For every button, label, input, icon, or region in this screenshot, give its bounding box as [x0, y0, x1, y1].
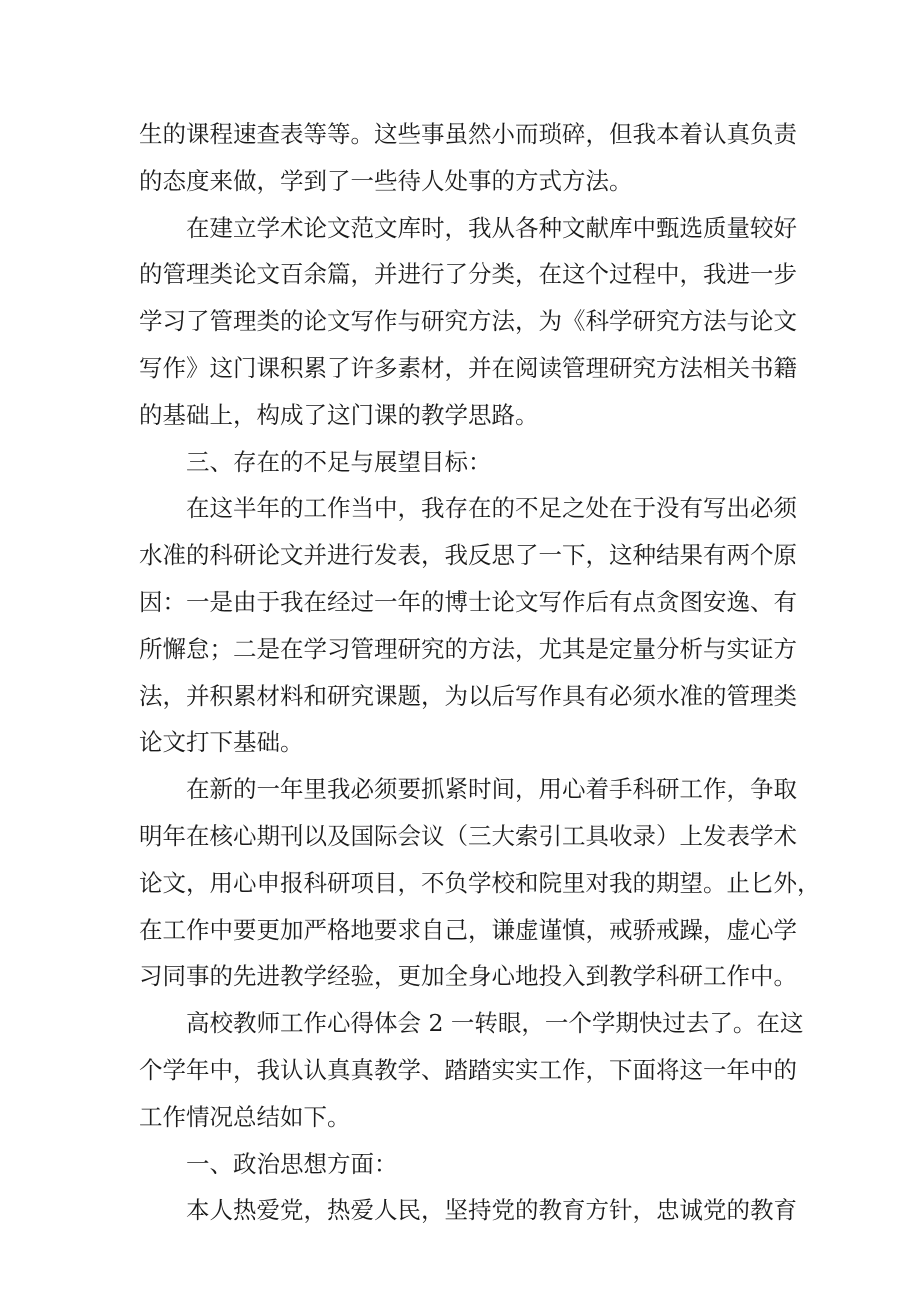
text-line: 习同事的先进教学经验，更加全身心地投入到教学科研工作中。	[139, 962, 797, 991]
text-line: 在工作中要更加严格地要求自己，谦虚谨慎，戒骄戒躁，虚心学	[139, 915, 797, 944]
text-line: 三、存在的不足与展望目标：	[186, 447, 492, 476]
text-line: 因：一是由于我在经过一年的博士论文写作后有点贪图安逸、有	[139, 587, 797, 616]
text-line: 在新的一年里我必须要抓紧时间，用心着手科研工作，争取	[186, 775, 797, 804]
text-line: 的态度来做，学到了一些待人处事的方式方法。	[139, 166, 633, 195]
text-line: 写作》这门课积累了许多素材，并在阅读管理研究方法相关书籍	[139, 353, 797, 382]
text-line: 个学年中，我认认真真教学、踏踏实实工作，下面将这一年中的	[139, 1055, 797, 1084]
text-line: 的管理类论文百余篇，并进行了分类，在这个过程中，我进一步	[139, 260, 797, 289]
text-line: 法，并积累材料和研究课题，为以后写作具有必须水准的管理类	[139, 681, 797, 710]
text-line: 工作情况总结如下。	[139, 1102, 351, 1131]
document-body	[139, 111, 821, 1234]
text-line: 高校教师工作心得体会 2 一转眼，一个学期快过去了。在这	[186, 1009, 804, 1038]
text-line: 论文，用心申报科研项目，不负学校和院里对我的期望。止匕外，	[139, 868, 821, 897]
text-line: 本人热爱党，热爱人民，坚持党的教育方针，忠诚党的教育	[186, 1196, 797, 1225]
text-line: 论文打下基础。	[139, 728, 304, 757]
text-line: 在这半年的工作当中，我存在的不足之处在于没有写出必须	[186, 494, 797, 523]
text-line: 所懈怠；二是在学习管理研究的方法，尤其是定量分析与实证方	[139, 634, 797, 663]
text-line: 学习了管理类的论文写作与研究方法，为《科学研究方法与论文	[139, 307, 797, 336]
text-line: 水准的科研论文并进行发表，我反思了一下，这种结果有两个原	[139, 541, 797, 570]
text-line: 生的课程速查表等等。这些事虽然小而琐碎，但我本着认真负责	[139, 120, 797, 148]
text-line: 明年在核心期刊以及国际会议（三大索引工具收录）上发表学术	[139, 821, 797, 850]
text-line: 在建立学术论文范文库时，我从各种文献库中甄选质量较好	[186, 213, 797, 242]
text-line: 的基础上，构成了这门课的教学思路。	[139, 400, 539, 429]
text-line: 一、政治思想方面：	[186, 1149, 398, 1178]
